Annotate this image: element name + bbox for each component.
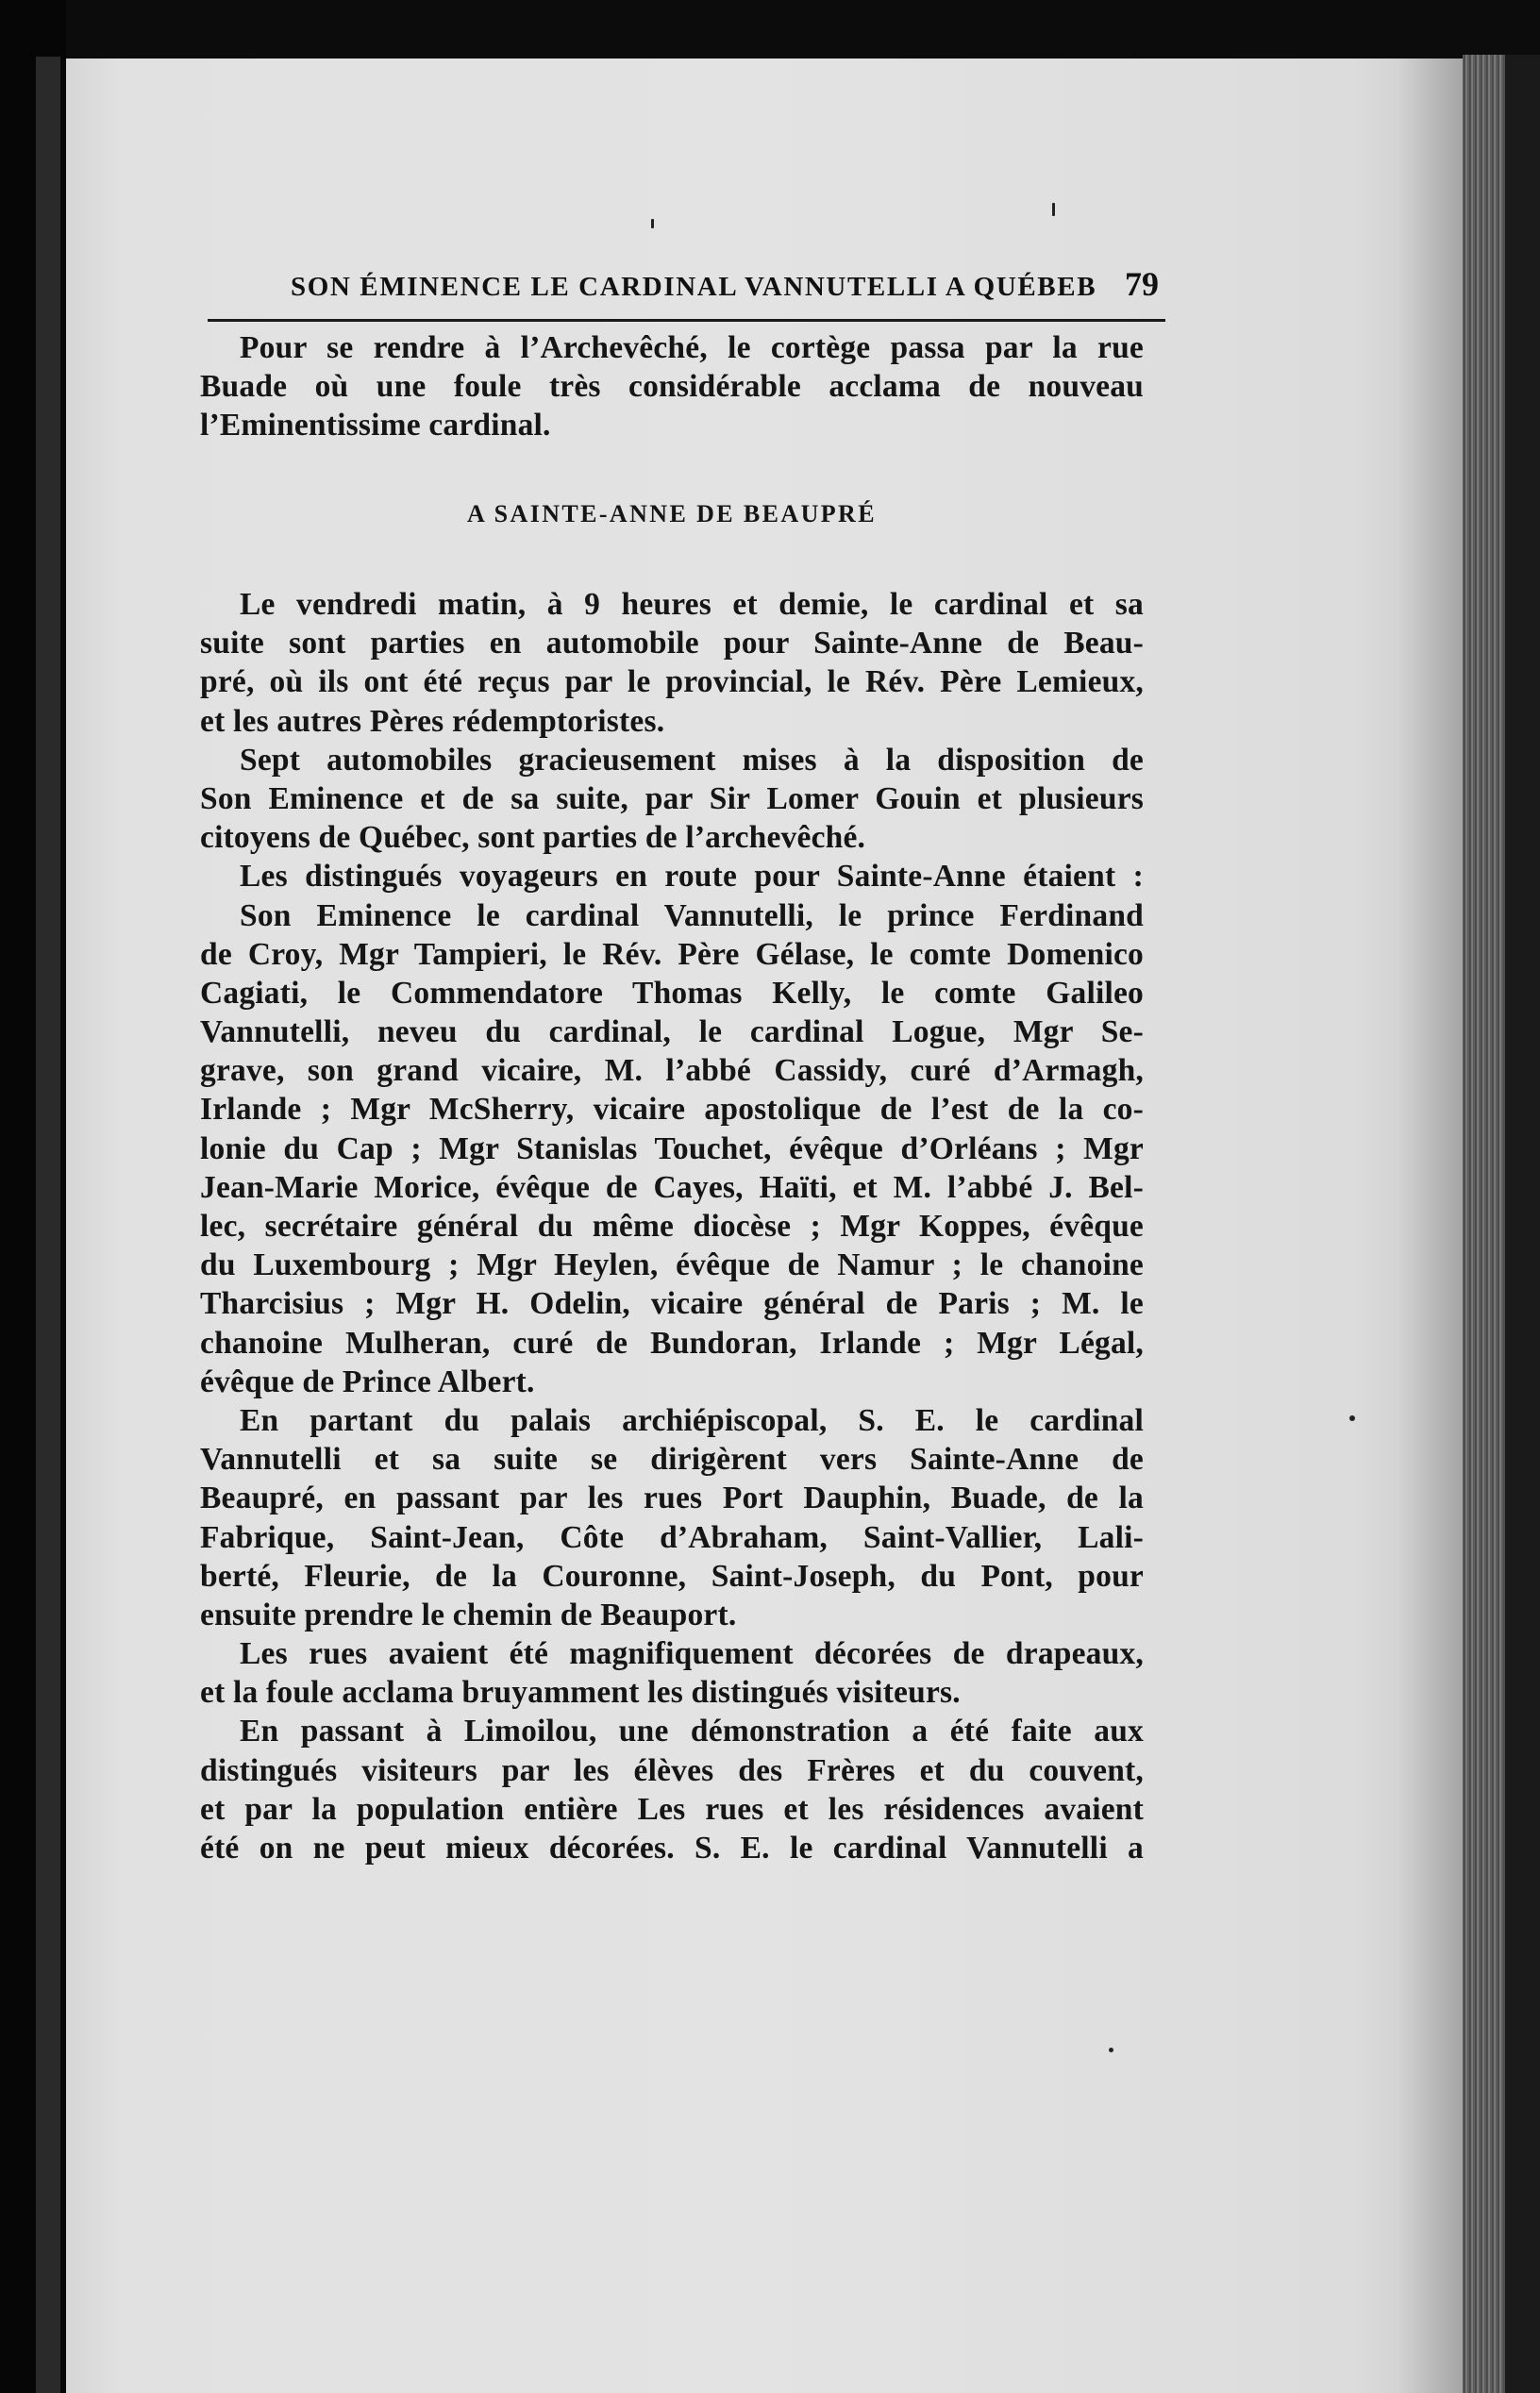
text-line: chanoine Mulheran, curé de Bundoran, Irlande ; Mgr Légal, <box>200 1325 1144 1361</box>
text-line: évêque de Prince Albert. <box>200 1364 535 1399</box>
text-line: Irlande ; Mgr McSherry, vicaire apostolique de l’est de la co- <box>200 1092 1144 1128</box>
text-line: distingués visiteurs par les élèves des Frères et du couvent, <box>200 1752 1144 1788</box>
text-line: En partant du palais archiépiscopal, S. E. le cardinal <box>240 1402 1144 1438</box>
text-line: Tharcisius ; Mgr H. Odelin, vicaire général de Paris ; M. le <box>200 1286 1144 1322</box>
text-line: ensuite prendre le chemin de Beauport. <box>200 1597 737 1632</box>
section-heading: A SAINTE-ANNE DE BEAUPRÉ <box>467 500 877 527</box>
text-line: et les autres Pères rédemptoristes. <box>200 703 665 739</box>
header-rule <box>208 319 1165 322</box>
text-line: Vannutelli, neveu du cardinal, le cardinal Logue, Mgr Se- <box>200 1014 1144 1050</box>
text-line: de Croy, Mgr Tampieri, le Rév. Père Gélase, le comte Domenico <box>200 936 1144 972</box>
text-line: pré, où ils ont été reçus par le provincial, le Rév. Père Lemieux, <box>200 664 1144 700</box>
text-line: En passant à Limoilou, une démonstration a été faite aux <box>240 1714 1144 1749</box>
running-head-title: SON ÉMINENCE LE CARDINAL VANNUTELLI A QUÉBEB <box>291 272 1097 302</box>
text-line: lec, secrétaire général du même diocèse ; Mgr Koppes, évêque <box>200 1209 1144 1244</box>
scan-speck <box>1349 1415 1355 1421</box>
text-line: Cagiati, le Commendatore Thomas Kelly, le comte Galileo <box>200 975 1144 1011</box>
text-line: Le vendredi matin, à 9 heures et demie, le cardinal et sa <box>240 587 1144 622</box>
section-body <box>200 585 1144 1867</box>
text-line: Beaupré, en passant par les rues Port Dauphin, Buade, de la <box>200 1481 1144 1516</box>
text-line: berté, Fleurie, de la Couronne, Saint-Joseph, du Pont, pour <box>200 1558 1144 1594</box>
text-line: l’Eminentissime cardinal. <box>200 408 551 443</box>
scan-speck <box>1109 2048 1113 2052</box>
running-head <box>291 264 1159 311</box>
page-number: 79 <box>1125 265 1159 303</box>
text-line: suite sont parties en automobile pour Sainte-Anne de Beau- <box>200 626 1144 661</box>
text-line: Les rues avaient été magnifiquement décorées de drapeaux, <box>240 1636 1144 1672</box>
text-line: grave, son grand vicaire, M. l’abbé Cassidy, curé d’Armagh, <box>200 1053 1144 1089</box>
text-line: Son Eminence le cardinal Vannutelli, le prince Ferdinand <box>240 897 1144 933</box>
text-line: et par la population entière Les rues et les résidences avaient <box>200 1791 1144 1827</box>
text-line: Pour se rendre à l’Archevêché, le cortège passa par la rue <box>240 330 1144 365</box>
text-line: Sept automobiles gracieusement mises à la disposition de <box>240 742 1144 778</box>
text-line: citoyens de Québec, sont parties de l’archevêché. <box>200 820 866 856</box>
text-line: du Luxembourg ; Mgr Heylen, évêque de Namur ; le chanoine <box>200 1247 1144 1283</box>
text-line: Vannutelli et sa suite se dirigèrent vers Sainte-Anne de <box>200 1442 1144 1478</box>
scan-speck <box>651 219 654 228</box>
text-line: Buade où une foule très considérable acclama de nouveau <box>200 369 1144 405</box>
text-line: et la foule acclama bruyamment les distingués visiteurs. <box>200 1675 961 1711</box>
text-line: Jean-Marie Morice, évêque de Cayes, Haïti, et M. l’abbé J. Bel- <box>200 1169 1144 1205</box>
opening-paragraph <box>200 328 1144 445</box>
text-line: Les distingués voyageurs en route pour Sainte-Anne étaient : <box>240 859 1144 895</box>
book-binding-edge <box>36 57 60 2393</box>
text-line: Fabrique, Saint-Jean, Côte d’Abraham, Saint-Vallier, Lali- <box>200 1519 1144 1555</box>
text-line: lonie du Cap ; Mgr Stanislas Touchet, évêque d’Orléans ; Mgr <box>200 1130 1144 1166</box>
scan-speck <box>1052 203 1055 216</box>
text-line: Son Eminence et de sa suite, par Sir Lomer Gouin et plusieurs <box>200 780 1144 816</box>
scan-right-border <box>1505 55 1540 2393</box>
page-shadow <box>1397 59 1463 2393</box>
text-line: été on ne peut mieux décorées. S. E. le cardinal Vannutelli a <box>200 1831 1144 1866</box>
